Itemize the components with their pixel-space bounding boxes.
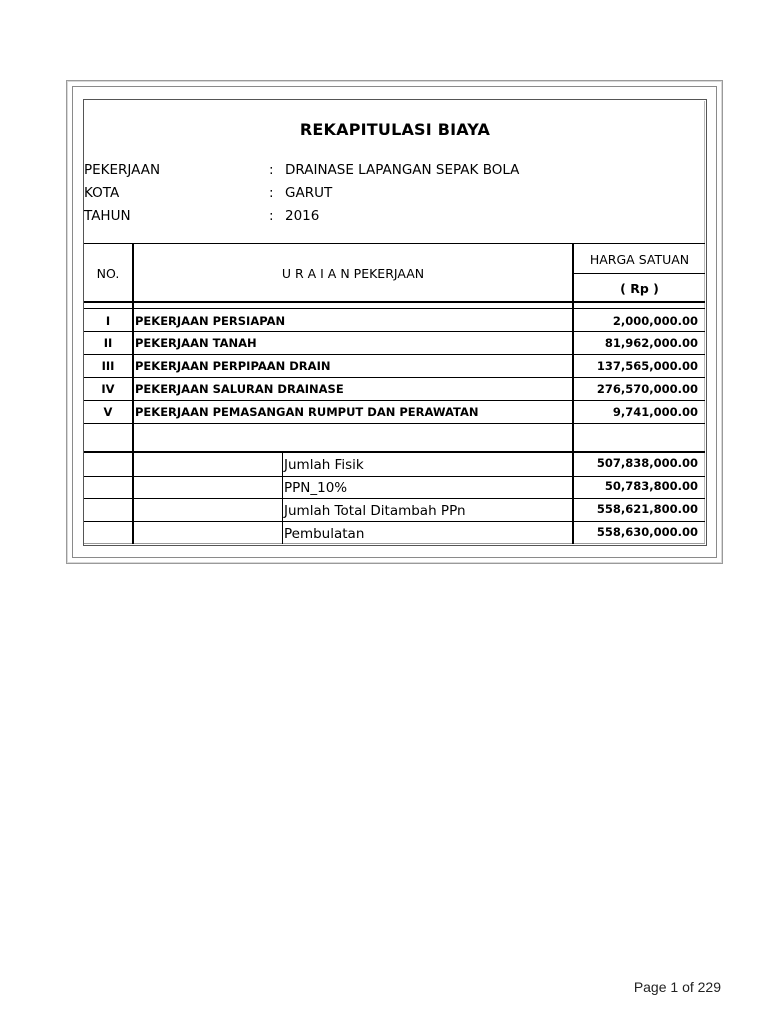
info-value: GARUT [285, 185, 333, 201]
info-colon: : [269, 185, 274, 201]
row-description: PEKERJAAN PEMASANGAN RUMPUT DAN PERAWATAN [135, 405, 479, 419]
summary-value: 558,630,000.00 [596, 525, 698, 539]
column-header-harga: HARGA SATUAN [589, 252, 690, 267]
row-price: 81,962,000.00 [604, 336, 698, 350]
page-indicator: Page 1 of 229 [633, 979, 721, 995]
column-header-uraian: U R A I A N PEKERJAAN [281, 266, 425, 281]
row-price: 137,565,000.00 [596, 359, 698, 373]
row-price: 2,000,000.00 [612, 314, 698, 328]
summary-value: 50,783,800.00 [604, 479, 698, 493]
summary-label: PPN_10% [284, 480, 348, 496]
row-number: III [101, 359, 115, 373]
row-number: II [103, 336, 113, 350]
row-price: 9,741,000.00 [612, 405, 698, 419]
column-header-unit: ( Rp ) [620, 281, 659, 296]
summary-label: Jumlah Fisik [284, 457, 364, 473]
info-value: DRAINASE LAPANGAN SEPAK BOLA [285, 162, 520, 178]
row-number: IV [101, 382, 115, 396]
info-label: PEKERJAAN [84, 162, 161, 178]
info-label: TAHUN [84, 208, 131, 224]
summary-label: Jumlah Total Ditambah PPn [284, 503, 466, 519]
document-frame [66, 80, 723, 564]
row-description: PEKERJAAN PERPIPAAN DRAIN [135, 359, 331, 373]
summary-label: Pembulatan [284, 526, 365, 542]
row-description: PEKERJAAN PERSIAPAN [135, 314, 286, 328]
summary-value: 558,621,800.00 [596, 502, 698, 516]
row-description: PEKERJAAN TANAH [135, 336, 257, 350]
row-price: 276,570,000.00 [596, 382, 698, 396]
info-label: KOTA [84, 185, 120, 201]
row-number: I [105, 314, 111, 328]
row-number: V [103, 405, 113, 419]
row-description: PEKERJAAN SALURAN DRAINASE [135, 382, 344, 396]
document-title: REKAPITULASI BIAYA [299, 120, 491, 139]
summary-value: 507,838,000.00 [596, 456, 698, 470]
info-value: 2016 [285, 208, 320, 224]
column-header-no: NO. [96, 266, 120, 281]
cost-summary-sheet [83, 99, 707, 546]
info-colon: : [269, 162, 274, 178]
info-colon: : [269, 208, 274, 224]
